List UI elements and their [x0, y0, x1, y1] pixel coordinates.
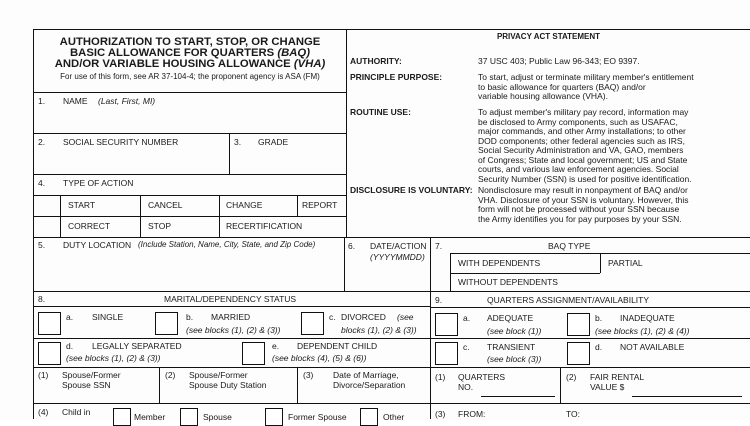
child-in-label: Child in — [62, 407, 91, 417]
quarters-label: QUARTERS ASSIGNMENT/AVAILABILITY — [487, 295, 650, 305]
dependent-child-label: DEPENDENT CHILD — [297, 341, 378, 351]
child-former-spouse-checkbox[interactable] — [265, 408, 283, 426]
rule — [344, 237, 345, 291]
spouse-station-label: Spouse/Former Spouse Duty Station — [189, 370, 267, 390]
divorced-label: DIVORCED — [341, 312, 386, 322]
rule — [560, 367, 561, 403]
rule — [33, 367, 430, 368]
spouse-station-number: (2) — [165, 370, 176, 380]
child-member-label: Member — [134, 412, 166, 422]
quarters-number-field[interactable] — [481, 384, 555, 396]
not-available-label: NOT AVAILABLE — [620, 342, 685, 352]
married-hint: (see blocks (1), (2) & (3)) — [186, 325, 281, 335]
inadequate-hint: (see blocks (1), (2) & (4)) — [595, 326, 690, 336]
legally-separated-label: LEGALLY SEPARATED — [92, 341, 182, 351]
ssn-field[interactable] — [38, 151, 226, 171]
routine-use-label: ROUTINE USE: — [350, 107, 411, 117]
single-letter: a. — [66, 312, 74, 322]
block-5-number: 5. — [38, 240, 46, 250]
marriage-date-label: Date of Marriage, Divorce/Separation — [333, 370, 406, 390]
authority-text: 37 USC 403; Public Law 96-343; EO 9397. — [478, 56, 640, 66]
grade-field[interactable] — [233, 151, 343, 171]
adequate-hint: (see block (1)) — [487, 326, 542, 336]
date-action-field[interactable] — [348, 265, 428, 289]
fair-rental-label: FAIR RENTAL VALUE $ — [590, 372, 645, 392]
block-4-number: 4. — [38, 178, 46, 188]
action-report[interactable]: REPORT — [302, 200, 338, 210]
period-number: (3) — [435, 409, 446, 419]
rule — [229, 133, 230, 174]
frame-left — [33, 29, 34, 419]
dependent-child-checkbox[interactable] — [242, 342, 265, 365]
block-2-number: 2. — [38, 137, 46, 147]
transient-checkbox[interactable] — [435, 342, 458, 365]
single-checkbox[interactable] — [38, 312, 61, 335]
legally-separated-checkbox[interactable] — [38, 342, 61, 365]
frame-top — [33, 29, 750, 30]
action-correct[interactable]: CORRECT — [68, 221, 111, 231]
name-label: NAME — [63, 96, 88, 106]
baq-with-dependents[interactable]: WITH DEPENDENTS — [458, 258, 541, 268]
child-other-checkbox[interactable] — [360, 408, 378, 426]
date-action-hint: (YYYYMMDD) — [370, 252, 425, 262]
single-label: SINGLE — [92, 312, 124, 322]
inadequate-letter: b. — [595, 313, 603, 323]
rule — [33, 338, 430, 339]
form-title-line1: AUTHORIZATION TO START, STOP, OR CHANGE — [59, 36, 321, 48]
legally-separated-hint: (see blocks (1), (2) & (3)) — [66, 353, 161, 363]
not-available-checkbox[interactable] — [567, 342, 590, 365]
action-cancel[interactable]: CANCEL — [148, 200, 183, 210]
fair-rental-field-line — [632, 396, 742, 397]
rule — [33, 306, 430, 307]
transient-label: TRANSIENT — [487, 342, 536, 352]
divorced-checkbox[interactable] — [301, 312, 324, 335]
married-checkbox[interactable] — [155, 312, 178, 335]
child-spouse-label: Spouse — [203, 412, 232, 422]
rule — [33, 133, 346, 134]
rule — [297, 195, 298, 216]
child-in-number: (4) — [38, 407, 49, 417]
baq-type-label: BAQ TYPE — [548, 241, 591, 251]
form-title-line2: BASIC ALLOWANCE FOR QUARTERS (BAQ) — [70, 47, 310, 59]
rule — [430, 367, 750, 368]
duty-location-label: DUTY LOCATION — [63, 240, 132, 250]
rule — [60, 195, 61, 237]
period-from-label: FROM: — [458, 409, 486, 419]
divorced-letter: c. — [329, 312, 336, 322]
rule — [600, 253, 601, 273]
baq-partial[interactable]: PARTIAL — [608, 258, 643, 268]
dependent-child-letter: e. — [272, 341, 280, 351]
adequate-checkbox[interactable] — [435, 313, 458, 336]
rule — [33, 237, 750, 238]
duty-location-hint: (Include Station, Name, City, State, and Zip Code) — [138, 240, 316, 249]
form-title-line3: AND/OR VARIABLE HOUSING ALLOWANCE (VHA) — [54, 58, 326, 70]
transient-letter: c. — [463, 342, 470, 352]
transient-hint: (see block (3)) — [487, 354, 542, 364]
period-to-label: TO: — [566, 409, 581, 419]
block-8-number: 8. — [38, 294, 46, 304]
child-former-spouse-label: Former Spouse — [288, 412, 347, 422]
action-change[interactable]: CHANGE — [226, 200, 263, 210]
purpose-label: PRINCIPLE PURPOSE: — [350, 72, 443, 82]
rule — [297, 367, 298, 403]
divorced-hint: blocks (1), (2) & (3)) — [341, 325, 417, 335]
married-letter: b. — [186, 312, 194, 322]
rule — [450, 273, 600, 274]
routine-use-text: To adjust member's military pay record, information may be disclosed to Army components, such as USAFAC, major commands, and other Army installations; to other DOD components; other federal agencies such as IRS, Social Security Administration and VA, GAO, members of Congress; State and local government; US and State courts, and various law enforcement agencies. Social Security Number (SSN) is used for positive identification. — [478, 107, 692, 184]
authority-label: AUTHORITY: — [350, 56, 402, 66]
block-1-number: 1. — [38, 96, 46, 106]
rule — [33, 216, 346, 217]
name-field[interactable] — [38, 110, 342, 130]
rule — [140, 195, 141, 237]
rule — [33, 403, 750, 404]
privacy-heading: PRIVACY ACT STATEMENT — [496, 32, 601, 41]
child-member-checkbox[interactable] — [113, 408, 131, 426]
marriage-date-number: (3) — [303, 370, 314, 380]
action-start[interactable]: START — [68, 200, 96, 210]
name-hint: (Last, First, MI) — [98, 96, 156, 106]
rule — [33, 291, 750, 292]
rule — [430, 237, 431, 419]
block-6-number: 6. — [348, 241, 356, 251]
married-label: MARRIED — [211, 312, 251, 322]
marital-status-label: MARITAL/DEPENDENCY STATUS — [164, 294, 297, 304]
block-3-number: 3. — [234, 137, 242, 147]
action-type-label: TYPE OF ACTION — [63, 178, 134, 188]
rule — [450, 253, 451, 291]
action-stop[interactable]: STOP — [148, 221, 171, 231]
quarters-number-index: (1) — [435, 372, 446, 382]
quarters-number-label: QUARTERS NO. — [458, 372, 506, 392]
adequate-label: ADEQUATE — [487, 313, 534, 323]
rule — [159, 367, 160, 403]
child-other-label: Other — [383, 412, 405, 422]
legally-separated-letter: d. — [66, 341, 74, 351]
adequate-letter: a. — [463, 313, 471, 323]
baq-without-dependents[interactable]: WITHOUT DEPENDENTS — [458, 277, 558, 287]
rule — [430, 307, 750, 308]
block-9-number: 9. — [435, 295, 443, 305]
spouse-ssn-label: Spouse/Former Spouse SSN — [62, 370, 121, 390]
fair-rental-field[interactable] — [632, 384, 742, 396]
action-recertification[interactable]: RECERTIFICATION — [226, 221, 303, 231]
rule — [430, 338, 750, 339]
fair-rental-index: (2) — [566, 372, 577, 382]
rule — [33, 92, 346, 93]
dependent-child-hint: (see blocks (4), (5) & (6)) — [272, 353, 367, 363]
divorced-see: (see — [397, 312, 414, 322]
inadequate-checkbox[interactable] — [567, 313, 590, 336]
inadequate-label: INADEQUATE — [620, 313, 675, 323]
rule — [33, 174, 346, 175]
disclosure-text: Nondisclosure may result in nonpayment of BAQ and/or VHA. Disclosure of your SSN is voluntary. However, this form will not be processed without your SSN because the Army identifies you for pay purposes by your SSN. — [478, 185, 689, 224]
ssn-label: SOCIAL SECURITY NUMBER — [63, 137, 179, 147]
duty-location-field[interactable] — [38, 254, 340, 288]
header-divider — [346, 29, 347, 237]
grade-label: GRADE — [258, 137, 289, 147]
quarters-number-field-line — [481, 396, 555, 397]
form-subtitle: For use of this form, see AR 37-104-4; the proponent agency is ASA (FM) — [60, 72, 320, 81]
disclosure-label: DISCLOSURE IS VOLUNTARY: — [350, 185, 473, 195]
rule — [33, 195, 346, 196]
spouse-ssn-number: (1) — [38, 370, 49, 380]
block-7-number: 7. — [435, 241, 443, 251]
date-action-label: DATE/ACTION — [370, 241, 427, 251]
purpose-text: To start, adjust or terminate military member's entitlement to basic allowance for quarters (BAQ) and/or variable housing allowance (VHA). — [478, 72, 694, 102]
child-spouse-checkbox[interactable] — [180, 408, 198, 426]
not-available-letter: d. — [595, 342, 603, 352]
rule — [219, 195, 220, 237]
